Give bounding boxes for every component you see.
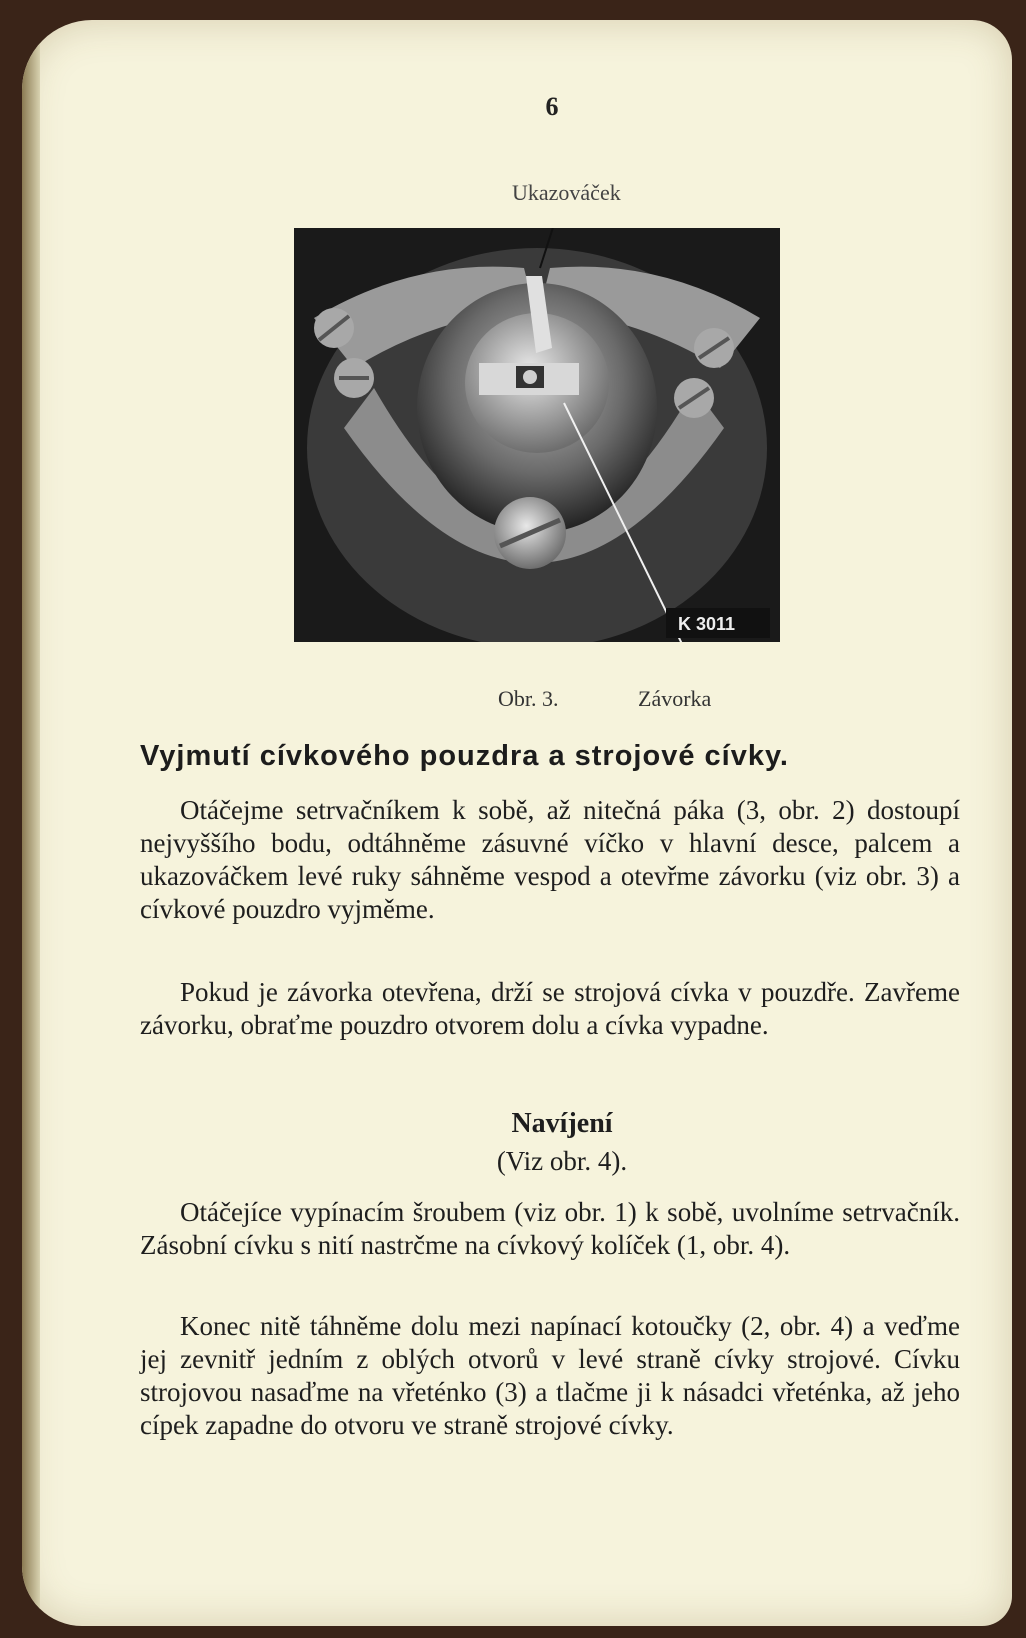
- figure-photo: [294, 228, 780, 642]
- bobbin-mechanism-illustration: [294, 228, 780, 642]
- paragraph: Otáčejme setrvačníkem k sobě, až nitečná páka (3, obr. 2) dostoupí nejvyššího bodu, odtáhněme zásuvné víčko v hlavní desce, palcem a ukazováčkem levé ruky sáhněme vespod a otevřme závorku (viz obr. 3) a cívkové pouzdro vyjměme.: [140, 795, 960, 924]
- paragraph: Konec nitě táhněme dolu mezi napínací kotoučky (2, obr. 4) a veďme jej zevnitř jedním z oblých otvorů v levé straně cívky strojové. Cívku strojovou nasaďme na vřeténko (3) a tlačme ji k násadci vřeténka, až jeho cípek zapadne do otvoru ve straně strojové cívky.: [140, 1311, 960, 1440]
- paragraph: Otáčejíce vypínacím šroubem (viz obr. 1) k sobě, uvolníme setrvačník. Zásobní cívku s nití nastrčme na cívkový kolíček (1, obr. 4).: [140, 1197, 960, 1260]
- figure-caption: Obr. 3.: [498, 686, 559, 711]
- paragraph: Pokud je závorka otevřena, drží se strojová cívka v pouzdře. Zavřeme závorku, obraťme pouzdro otvorem dolu a cívka vypadne.: [140, 977, 960, 1040]
- page-number: 6: [545, 92, 559, 121]
- section-note: (Viz obr. 4).: [496, 1146, 628, 1176]
- section-heading: Navíjení: [511, 1108, 613, 1139]
- figure-label-pointer: Ukazováček: [512, 180, 621, 205]
- section-heading: Vyjmutí cívkového pouzdra a strojové cívky.: [140, 740, 789, 772]
- figure-code-mark: K 3011: [678, 614, 736, 634]
- book-page: [22, 20, 1012, 1626]
- book-spine: [22, 20, 40, 1626]
- figure-caption-part: Závorka: [638, 686, 712, 711]
